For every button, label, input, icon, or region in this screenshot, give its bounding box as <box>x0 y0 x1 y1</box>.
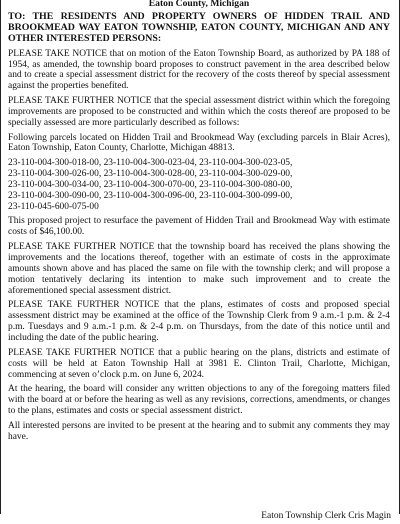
project-description: This proposed project to resurface the pavement of Hidden Trail and Brookmead Way with estimate costs of $46,100.00. <box>8 216 390 238</box>
closing-paragraph: All interested persons are invited to be present at the hearing and to submit any comments they may have. <box>8 420 390 442</box>
notice-paragraph-4: PLEASE TAKE FURTHER NOTICE that the plans, estimates of costs and proposed special assessment district may be examined at the office of the Township Clerk from 9 a.m.-1 p.m. & 2-4 p.m. Tuesdays and 9 a.m.-1 p.m. & 2-4 p.m. on Thursdays, from the date of this notice until and including the date of the public hearing. <box>8 300 390 344</box>
parcel-number-list: 23-110-004-300-018-00, 23-110-004-300-023-04, 23-110-004-300-023-05, 23-110-004-300-026-00, 23-110-004-300-028-00, 23-110-004-300-029-00, 23-110-004-300-034-00, 23-110-004-300-070-00, 23-110-004-300-080-00, 23-110-004-300-090-00, 23-110-004-300-096-00, 23-110-004-300-099-00, 23-110-045-600-075-00 <box>8 158 293 212</box>
notice-recipients: TO: THE RESIDENTS AND PROPERTY OWNERS OF HIDDEN TRAIL AND BROOKMEAD WAY EATON TOWNSHIP, EATON COUNTY, MICHIGAN AND ANY OTHER INTERESTED PERSONS: <box>8 11 390 45</box>
hearing-paragraph: At the hearing, the board will consider any written objections to any of the foregoing matters filed with the board at or before the hearing as well as any revisions, corrections, amendments, or changes to the plans, estimates and costs or special assessment district. <box>8 384 390 417</box>
notice-header: Eaton County, Michigan <box>148 0 250 9</box>
clerk-signature-line: Eaton Township Clerk Cris Magin <box>261 511 391 522</box>
parcels-intro: Following parcels located on Hidden Trail and Brookmead Way (excluding parcels in Blair Acres), Eaton Township, Eaton County, Charlotte, Michigan 48813. <box>8 132 390 154</box>
notice-paragraph-1: PLEASE TAKE NOTICE that on motion of the Eaton Township Board, as authorized by PA 188 of 1954, as amended, the township board proposes to construct pavement in the area described below and to create a special assessment district for the recovery of the costs thereof by special assessment against the properties benefited. <box>8 48 390 92</box>
notice-paragraph-3: PLEASE TAKE FURTHER NOTICE that the township board has received the plans showing the improvements and the locations thereof, together with an estimate of costs in the approximate amounts shown above and has placed the same on file with the township clerk; and will propose a motion tentatively declaring its intention to make such improvement and to create the aforementioned special assessment district. <box>8 242 390 296</box>
notice-paragraph-2: PLEASE TAKE FURTHER NOTICE that the special assessment district within which the foregoing improvements are proposed to be constructed and within which the costs thereof are proposed to be specially assessed are more particularly described as follows: <box>8 96 390 128</box>
notice-paragraph-5: PLEASE TAKE FURTHER NOTICE that a public hearing on the plans, districts and estimate of costs will be held at Eaton Township Hall at 3981 E. Clinton Trail, Charlotte, Michigan, commencing at seven o’clock p.m. on June 6, 2024. <box>8 347 390 380</box>
